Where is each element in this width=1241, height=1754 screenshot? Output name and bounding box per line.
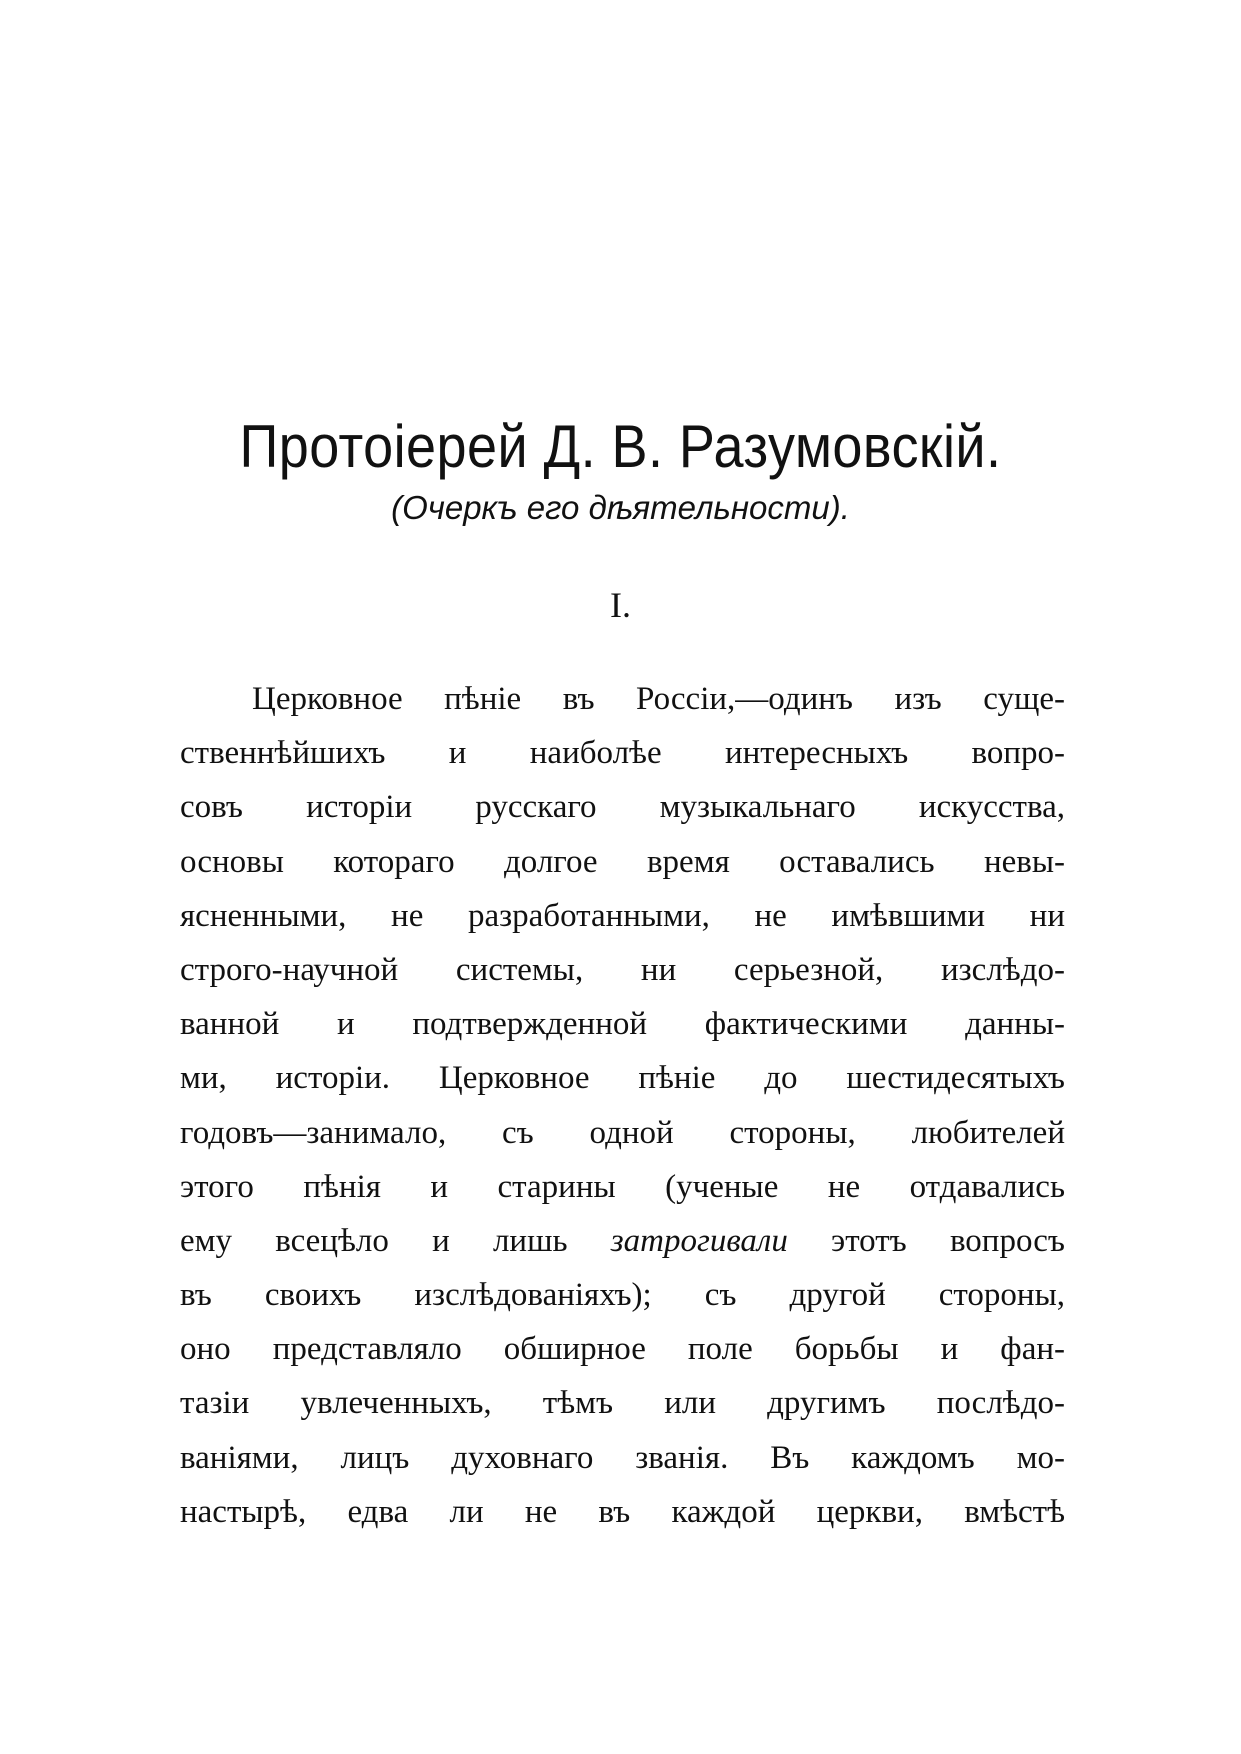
text-line: совъ исторіи русскаго музыкальнаго искусства, [180, 789, 1065, 826]
text-line: ясненными, не разработанными, не имѣвшими ни [180, 897, 1065, 934]
text-line: основы котораго долгое время оставались невы- [180, 843, 1065, 880]
text-line: этого пѣнія и старины (ученые не отдавались [180, 1168, 1065, 1205]
text-line: тазіи увлеченныхъ, тѣмъ или другимъ послѣдо- [180, 1385, 1065, 1422]
page-title: Протоіерей Д. В. Разумовскій. [239, 413, 1002, 481]
text-line: годовъ—занимало, съ одной стороны, любителей [180, 1114, 1065, 1151]
emphasized-word: затрогивали [610, 1222, 788, 1259]
text-line: строго-научной системы, ни серьезной, изслѣдо- [180, 951, 1065, 988]
text-line-end: этотъ вопросъ [787, 1222, 1065, 1259]
text-line: настырѣ, едва ли не въ каждой церкви, вмѣстѣ [180, 1493, 1065, 1530]
text-line-with-emphasis [180, 1214, 1065, 1268]
text-line: ванной и подтвержденной фактическими данны- [180, 1006, 1065, 1043]
page-subtitle: (Очеркъ его дѣятельности). [391, 489, 850, 526]
text-line: оно представляло обширное поле борьбы и фан- [180, 1331, 1065, 1368]
text-line: ваніями, лицъ духовнаго званія. Въ каждомъ мо- [180, 1439, 1065, 1476]
body-paragraph [180, 672, 1065, 1539]
text-line-start: ему всецѣло и лишь [180, 1222, 611, 1259]
section-number: I. [610, 585, 631, 625]
text-line: ми, исторіи. Церковное пѣніе до шестидесятыхъ [180, 1060, 1065, 1097]
text-line: ственнѣйшихъ и наиболѣе интересныхъ вопро- [180, 735, 1065, 772]
text-line: Церковное пѣніе въ Россіи,—одинъ изъ суще- [252, 681, 1065, 717]
text-line: въ своихъ изслѣдованіяхъ); съ другой стороны, [180, 1277, 1065, 1314]
